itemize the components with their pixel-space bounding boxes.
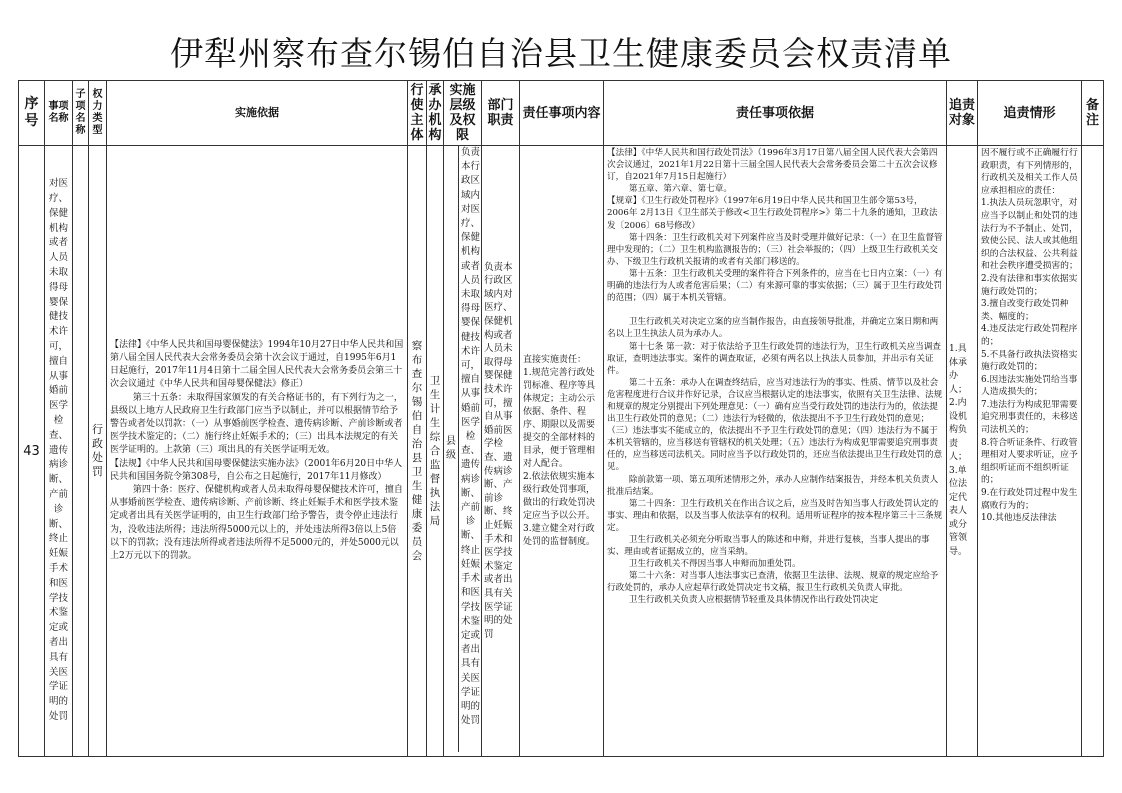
responsibility-table	[18, 80, 1104, 757]
header-remark: 备注	[1082, 81, 1104, 146]
header-sub-item: 子项名称	[73, 81, 89, 146]
cell-remark	[1082, 146, 1104, 757]
header-seq: 序号	[19, 81, 45, 146]
header-item-name: 事项名称	[45, 81, 73, 146]
header-row	[19, 81, 1104, 146]
header-subject: 行使主体	[408, 81, 427, 146]
level-description: 负责本行政区域内对医疗、保健机构或者人员未取得母婴保健技术许可，擅自从事婚前医学检查、遗传病诊断、产前诊断、终止妊娠手术和医学技术鉴定或者出具有关医学证明的处罚	[461, 147, 481, 727]
cell-organ: 卫生计生综合监督执法局	[427, 146, 444, 757]
header-duty-basis: 责任事项依据	[604, 81, 947, 146]
cell-sub-item	[73, 146, 89, 757]
cell-item-name: 对医疗、保健机构或者人员未取得母婴保健技术许可，擅自从事婚前医学检查、遗传病诊断、产前诊断、终止妊娠手术和医学技术鉴定或者出具有关医学证明的处罚	[45, 146, 73, 757]
cell-subject: 察布查尔锡伯自治县卫生健康委员会	[408, 146, 427, 757]
cell-account-object: 1.具体承办人； 2.内设机构负责人； 3.单位法定代表人或分管领导。	[947, 146, 978, 757]
table-row	[19, 146, 1104, 757]
header-basis: 实施依据	[107, 81, 408, 146]
level-label: 县级	[444, 146, 459, 752]
header-account-object: 追责对象	[947, 81, 978, 146]
cell-duty-basis: 【法律】《中华人民共和国行政处罚法》（1996年3月17日第八届全国人民代表大会第四次会议通过，2021年1月22日第十三届全国人民代表大会常务委员会第二十五次会议修订，自2021年7月15日起施行） 第五章、第六章、第七章。 【规章】《卫生行政处罚程序》（1997年6月19日中华人民共和国卫生部令第53号，2006年 2月13日《卫生部关于修改<卫生行政处罚程序>》第二十九条的通知，卫政法发〔2006〕68号修改） 第十四条：卫生行政机关对下列案件应当及时受理并做好记录：（一）在卫生监督管理中发现的；（二）卫生机构监测报告的；（三）社会举报的；（四）上级卫生行政机关交办、下级卫生行政机关报请的或者有关部门移送的。 第十五条：卫生行政机关受理的案件符合下列条件的，应当在七日内立案：（一）有明确的违法行为人或者危害后果；（二）有来源可靠的事实依据；（三）属于卫生行政处罚的范围；（四）属于本机关管辖。 卫生行政机关对决定立案的应当制作报告，由直接领导批准，并确定立案日期和两名以上卫生执法人员为承办人。 第十七条 第一款：对于依法给予卫生行政处罚的违法行为，卫生行政机关应当调查取证，查明违法事实。案件的调查取证，必须有两名以上执法人员参加，并出示有关证件。 第二十五条：承办人在调查终结后，应当对违法行为的事实、性质、情节以及社会危害程度进行合议并作好记录，合议应当根据认定的违法事实，依照有关卫生法律、法规和规章的规定分别提出下列处理意见：（一）确有应当受行政处罚的违法行为的，依法提出卫生行政处罚的意见；（二）违法行为轻微的，依法提出不予卫生行政处罚的意见；（三）违法事实不能成立的，依法提出不予卫生行政处罚的意见；（四）违法行为不属于本机关管辖的，应当移送有管辖权的机关处理；（五）违法行为构成犯罪需要追究刑事责任的，应当移送司法机关。同时应当予以行政处罚的，还应当依法提出卫生行政处罚的意见。 除前款第一项、第五项所述情形之外，承办人应制作结案报告，并经本机关负责人批准后结案。 第二十四条：卫生行政机关在作出合议之后，应当及时告知当事人行政处罚认定的事实、理由和依据，以及当事人依法享有的权利。适用听证程序的按本程序第三十三条规定。 卫生行政机关必须充分听取当事人的陈述和申辩，并进行复核，当事人提出的事实、理由或者证据成立的，应当采纳。 卫生行政机关不得因当事人申辩而加重处罚。 第二十六条：对当事人违法事实已查清，依据卫生法律、法规、规章的规定应给予行政处罚的，承办人应起草行政处罚决定书文稿，报卫生行政机关负责人审批。 卫生行政机关负责人应根据情节轻重及具体情况作出行政处罚决定	[604, 146, 947, 757]
cell-level	[444, 146, 482, 757]
cell-duty-content: 直接实施责任： 1.规范完善行政处罚标准、程序等具体规定；主动公示依据、条件、程序、期限以及需要提交的全部材料的目录，便于管理相对人配合。 2.依法依规实施本级行政处罚事项，做出的行政处罚决定应当予以公开。 3.建立健全对行政处罚的监督制度。	[520, 146, 604, 757]
cell-dept-duty: 负责本行政区域内对医疗、保健机构或者人员未取得母婴保健技术许可，擅自从事婚前医学检查、遗传病诊断、产前诊断、终止妊娠手术和医学技术鉴定或者出具有关医学证明的处罚	[482, 146, 520, 757]
header-duty-content: 责任事项内容	[520, 81, 604, 146]
cell-basis: 【法律】《中华人民共和国母婴保健法》1994年10月27日中华人民共和国第八届全国人民代表大会常务委员会第十次会议于通过，自1995年6月1日起施行，2017年11月4日第十二届全国人民代表大会常务委员会第三十次会议通过《中华人民共和国母婴保健法》修正） 第三十五条：未取得国家颁发的有关合格证书的，有下列行为之一，县级以上地方人民政府卫生行政部门应当予以制止，并可以根据情节给予警告或者处以罚款：（一）从事婚前医学检查、遗传病诊断、产前诊断或者医学技术鉴定的；（二）施行终止妊娠手术的；（三）出具本法规定的有关医学证明的。上款第（三）项出具的有关医学证明无效。 【法规】《中华人民共和国母婴保健法实施办法》（2001年6月20日中华人民共和国国务院令第308号，自公布之日起施行，2017年11月修改） 第四十条：医疗、保健机构或者人员未取得母婴保健技术许可，擅自从事婚前医学检查、遗传病诊断、产前诊断、终止妊娠手术和医学技术鉴定或者出具有关医学证明的，由卫生行政部门给予警告，责令停止违法行为，没收违法所得；违法所得5000元以上的，并处违法所得3倍以上5倍以下的罚款；没有违法所得或者违法所得不足5000元的，并处5000元以上2万元以下的罚款。	[107, 146, 408, 757]
cell-account-situation: 因不履行或不正确履行行政职责，有下列情形的，行政机关及相关工作人员应承担相应的责任： 1.执法人员玩忽职守，对应当予以制止和处罚的违法行为不予制止、处罚，致使公民、法人或其他组织的合法权益、公共利益和社会秩序遭受损害的； 2.没有法律和事实依据实施行政处罚的； 3.擅自改变行政处罚种类、幅度的； 4.违反法定行政处罚程序的； 5.不具备行政执法资格实施行政处罚的； 6.因违法实施处罚给当事人造成损失的； 7.违法行为构成犯罪需要追究刑事责任的，未移送司法机关的； 8.符合听证条件、行政管理相对人要求听证，应予组织听证而不组织听证的； 9.在行政处罚过程中发生腐败行为的； 10.其他违反法律法	[978, 146, 1082, 757]
header-power-type: 权力类型	[89, 81, 107, 146]
cell-power-type: 行政处罚	[89, 146, 107, 757]
header-account-situation: 追责情形	[978, 81, 1082, 146]
page-title: 伊犁州察布查尔锡伯自治县卫生健康委员会权责清单	[170, 34, 952, 73]
header-level: 实施层级及权限	[444, 81, 482, 146]
header-organ: 承办机构	[427, 81, 444, 146]
header-dept-duty: 部门职责	[482, 81, 520, 146]
cell-seq: 43	[19, 146, 45, 757]
